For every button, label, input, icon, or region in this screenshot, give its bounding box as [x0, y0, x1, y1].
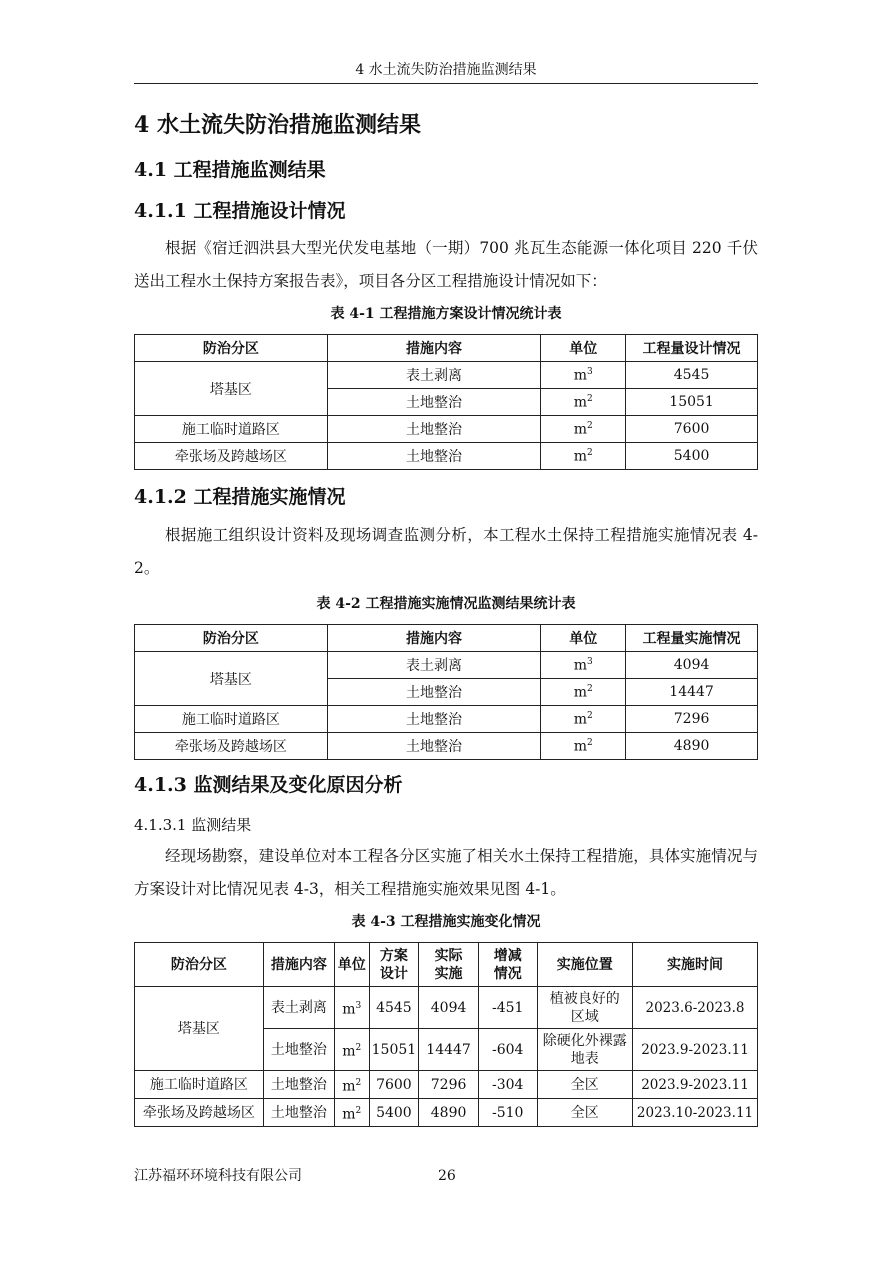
table-row: [135, 652, 758, 679]
column-header: 措施内容: [327, 625, 541, 652]
unit-exponent: 2: [355, 1105, 362, 1116]
column-header: 防治分区: [135, 625, 328, 652]
unit-cell: [541, 679, 626, 706]
unit-base: m: [342, 1001, 356, 1018]
table-4-3-caption: 表 4-3 工程措施实施变化情况: [351, 914, 541, 930]
unit-exponent: 2: [355, 1077, 362, 1088]
table-row: [135, 1071, 758, 1099]
table-row: [135, 987, 758, 1029]
table-4-3: [134, 942, 758, 1127]
zone-cell: 施工临时道路区: [135, 706, 328, 733]
unit-cell: [541, 733, 626, 760]
measure-cell: 土地整治: [327, 733, 541, 760]
table-row: [135, 443, 758, 470]
column-header-line: 情况: [493, 965, 522, 982]
unit-exponent: 2: [586, 683, 593, 694]
table-row: [135, 362, 758, 389]
location-line: 区域: [570, 1008, 599, 1025]
column-header-line: 增减: [493, 947, 522, 964]
column-header: 单位: [334, 943, 369, 987]
table-4-2-caption: 表 4-2 工程措施实施情况监测结果统计表: [316, 596, 576, 612]
unit-cell: [334, 1099, 369, 1127]
zone-cell: 牵张场及跨越场区: [135, 1099, 264, 1127]
measure-cell: 表土剥离: [263, 987, 334, 1029]
column-header: [478, 943, 537, 987]
page-number: 26: [438, 1168, 456, 1184]
unit-cell: [541, 652, 626, 679]
unit-base: m: [573, 738, 587, 755]
unit-exponent: 2: [586, 737, 593, 748]
zone-cell: 塔基区: [135, 987, 264, 1071]
table-4-1: [134, 334, 758, 470]
column-header: 单位: [541, 625, 626, 652]
column-header: [369, 943, 419, 987]
table-row: [135, 416, 758, 443]
unit-exponent: 3: [355, 1000, 362, 1011]
section-4-1-3-heading: 4.1.3 监测结果及变化原因分析: [134, 774, 403, 796]
location-cell: [537, 1071, 633, 1099]
unit-base: m: [342, 1106, 356, 1123]
measure-cell: 表土剥离: [327, 652, 541, 679]
value-cell: 7600: [626, 416, 758, 443]
measure-cell: 表土剥离: [327, 362, 541, 389]
plan-cell: 5400: [369, 1099, 419, 1127]
table-row: [135, 706, 758, 733]
value-cell: 15051: [626, 389, 758, 416]
column-header: [419, 943, 479, 987]
unit-base: m: [573, 657, 587, 674]
subsection-4-1-3-1: 4.1.3.1 监测结果: [134, 816, 252, 834]
time-cell: 2023.6-2023.8: [633, 987, 758, 1029]
unit-cell: [541, 706, 626, 733]
unit-cell: [334, 1029, 369, 1071]
time-cell: 2023.10-2023.11: [633, 1099, 758, 1127]
table-4-2: [134, 624, 758, 760]
unit-exponent: 3: [586, 656, 593, 667]
paragraph-design: 根据《宿迁泗洪县大型光伏发电基地（一期）700 兆瓦生态能源一体化项目 220 千伏送出工程水土保持方案报告表》，项目各分区工程措施设计情况如下：: [134, 239, 758, 290]
unit-base: m: [573, 448, 587, 465]
zone-cell: 塔基区: [135, 652, 328, 706]
unit-cell: [541, 416, 626, 443]
zone-cell: 塔基区: [135, 362, 328, 416]
unit-base: m: [573, 367, 587, 384]
zone-cell: 施工临时道路区: [135, 1071, 264, 1099]
change-cell: -451: [478, 987, 537, 1029]
measure-cell: 土地整治: [327, 443, 541, 470]
measure-cell: 土地整治: [263, 1071, 334, 1099]
value-cell: 4545: [626, 362, 758, 389]
change-cell: -604: [478, 1029, 537, 1071]
location-cell: [537, 1099, 633, 1127]
column-header: 措施内容: [327, 335, 541, 362]
unit-base: m: [342, 1043, 356, 1060]
measure-cell: 土地整治: [327, 416, 541, 443]
location-cell: [537, 1029, 633, 1071]
location-line: 全区: [570, 1076, 599, 1093]
column-header: 工程量设计情况: [626, 335, 758, 362]
unit-base: m: [573, 394, 587, 411]
change-cell: -510: [478, 1099, 537, 1127]
actual-cell: 4890: [419, 1099, 479, 1127]
measure-cell: 土地整治: [327, 389, 541, 416]
unit-exponent: 2: [355, 1042, 362, 1053]
column-header: 防治分区: [135, 335, 328, 362]
measure-cell: 土地整治: [263, 1029, 334, 1071]
value-cell: 14447: [626, 679, 758, 706]
section-4-1-heading: 4.1 工程措施监测结果: [134, 159, 326, 181]
zone-cell: 施工临时道路区: [135, 416, 328, 443]
unit-cell: [334, 987, 369, 1029]
location-cell: [537, 987, 633, 1029]
value-cell: 5400: [626, 443, 758, 470]
value-cell: 7296: [626, 706, 758, 733]
time-cell: 2023.9-2023.11: [633, 1071, 758, 1099]
actual-cell: 7296: [419, 1071, 479, 1099]
unit-base: m: [573, 684, 587, 701]
unit-cell: [541, 389, 626, 416]
column-header: 工程量实施情况: [626, 625, 758, 652]
unit-base: m: [573, 421, 587, 438]
paragraph-results: 经现场勘察，建设单位对本工程各分区实施了相关水土保持工程措施，具体实施情况与方案设计对比情况见表 4-3，相关工程措施实施效果见图 4-1。: [134, 847, 758, 898]
value-cell: 4890: [626, 733, 758, 760]
section-4-1-1-heading: 4.1.1 工程措施设计情况: [134, 200, 346, 222]
section-4-1-2-heading: 4.1.2 工程措施实施情况: [134, 486, 346, 508]
change-cell: -304: [478, 1071, 537, 1099]
table-row: [135, 1099, 758, 1127]
plan-cell: 4545: [369, 987, 419, 1029]
unit-base: m: [573, 711, 587, 728]
column-header: 实施位置: [537, 943, 633, 987]
column-header-line: 实际: [434, 947, 463, 964]
unit-exponent: 2: [586, 447, 593, 458]
measure-cell: 土地整治: [327, 706, 541, 733]
column-header: 防治分区: [135, 943, 264, 987]
measure-cell: 土地整治: [327, 679, 541, 706]
measure-cell: 土地整治: [263, 1099, 334, 1127]
table-4-1-caption: 表 4-1 工程措施方案设计情况统计表: [330, 306, 562, 322]
location-line: 全区: [570, 1104, 599, 1121]
zone-cell: 牵张场及跨越场区: [135, 733, 328, 760]
unit-cell: [541, 362, 626, 389]
table-row: [135, 733, 758, 760]
zone-cell: 牵张场及跨越场区: [135, 443, 328, 470]
column-header: 单位: [541, 335, 626, 362]
plan-cell: 15051: [369, 1029, 419, 1071]
paragraph-implementation: 根据施工组织设计资料及现场调查监测分析，本工程水土保持工程措施实施情况表 4-2。: [134, 526, 758, 577]
location-line: 地表: [570, 1050, 599, 1067]
column-header-line: 方案: [379, 947, 408, 964]
column-header-line: 设计: [379, 965, 408, 982]
unit-exponent: 3: [586, 366, 593, 377]
running-header: 4 水土流失防治措施监测结果: [355, 62, 537, 78]
column-header: 实施时间: [633, 943, 758, 987]
chapter-title: 4 水土流失防治措施监测结果: [134, 112, 421, 138]
location-line: 除硬化外裸露: [542, 1032, 627, 1049]
unit-exponent: 2: [586, 710, 593, 721]
plan-cell: 7600: [369, 1071, 419, 1099]
column-header-line: 实施: [434, 965, 463, 982]
column-header: 措施内容: [263, 943, 334, 987]
unit-exponent: 2: [586, 393, 593, 404]
header-rule: [134, 83, 758, 84]
unit-base: m: [342, 1078, 356, 1095]
unit-cell: [334, 1071, 369, 1099]
actual-cell: 4094: [419, 987, 479, 1029]
actual-cell: 14447: [419, 1029, 479, 1071]
unit-cell: [541, 443, 626, 470]
footer-company: 江苏福环环境科技有限公司: [134, 1168, 302, 1184]
location-line: 植被良好的: [549, 990, 620, 1007]
time-cell: 2023.9-2023.11: [633, 1029, 758, 1071]
value-cell: 4094: [626, 652, 758, 679]
unit-exponent: 2: [586, 420, 593, 431]
